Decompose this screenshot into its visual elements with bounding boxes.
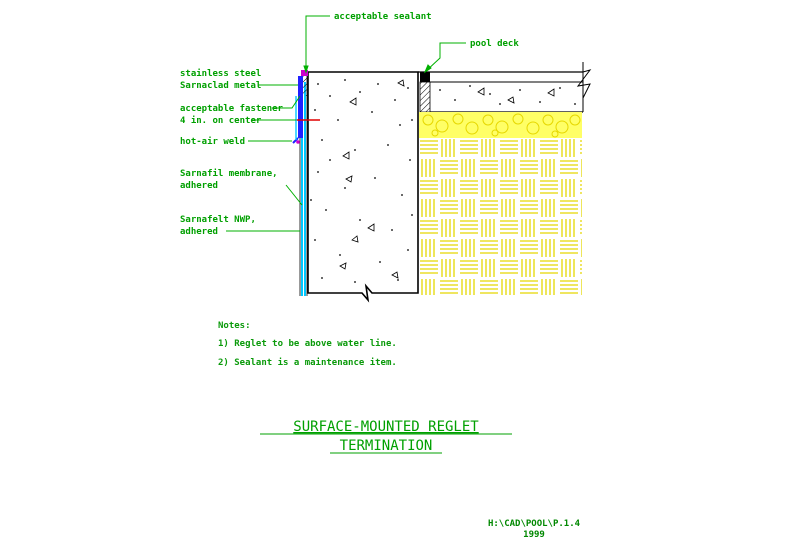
label-stainless-steel: stainless steel — [180, 69, 262, 79]
title-line-2: TERMINATION — [339, 438, 433, 454]
label-membrane-adhered: adhered — [180, 181, 218, 191]
notes-block — [218, 321, 397, 368]
label-pool-deck: pool deck — [470, 39, 519, 49]
note-item-2: 2) Sealant is a maintenance item. — [218, 358, 397, 368]
title-line-1: SURFACE-MOUNTED REGLET — [293, 419, 479, 435]
label-sarnaclad-metal: Sarnaclad metal — [180, 81, 262, 91]
reglet-hatch — [303, 76, 307, 96]
gravel-bed — [419, 112, 582, 138]
sealant-bead — [301, 70, 308, 76]
metal-reglet — [298, 76, 303, 138]
label-fastener-spacing: 4 in. on center — [180, 116, 262, 126]
label-acceptable-sealant: acceptable sealant — [334, 12, 432, 22]
label-sarnafil-membrane: Sarnafil membrane, — [180, 169, 278, 179]
pool-wall — [308, 72, 418, 300]
label-hot-air-weld: hot-air weld — [180, 137, 246, 147]
note-item-1: 1) Reglet to be above water line. — [218, 339, 397, 349]
file-reference — [488, 519, 581, 540]
label-sarnafelt-nwp: Sarnafelt NWP, — [180, 215, 256, 225]
label-acceptable-fastener: acceptable fastener — [180, 104, 283, 114]
reference-path: H:\CAD\POOL\P.1.4 — [487, 519, 581, 529]
label-nwp-adhered: adhered — [180, 227, 218, 237]
pool-deck-slab — [418, 62, 590, 112]
reference-year: 1999 — [523, 530, 545, 540]
weld-mark — [296, 140, 300, 144]
subbase-basketweave — [419, 138, 582, 295]
drawing-title — [260, 419, 512, 454]
notes-heading: Notes: — [218, 321, 251, 331]
